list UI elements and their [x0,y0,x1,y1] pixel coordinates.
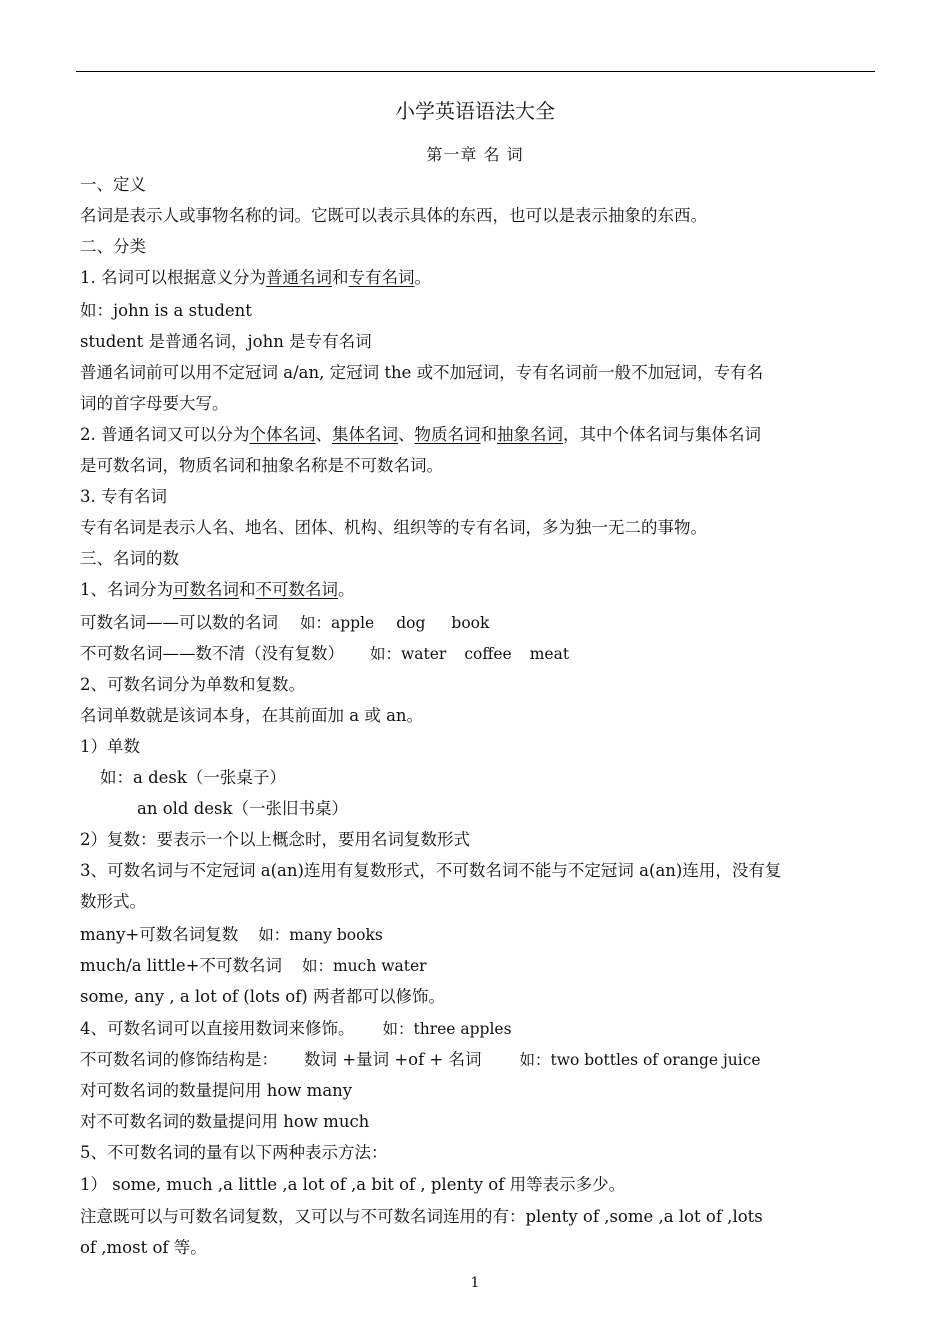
example-note: student 是普通名词，john 是专有名词 [80,332,372,351]
article-rule-line2: 数形式。 [80,892,146,911]
countable-definition: 可数名词——可以数的名词 如：apple dog book [80,613,490,632]
term-individual-noun: 个体名词 [249,425,316,444]
uncountable-quantity-item-1: 1） some, much ,a little ,a lot of ,a bit of , plenty of 用等表示多少。 [80,1175,626,1194]
section-heading-classification: 二、分类 [80,237,146,256]
term-countable-noun: 可数名词 [173,580,239,599]
singular-heading: 1）单数 [80,737,140,756]
plural-definition: 2）复数：要表示一个以上概念时，要用名词复数形式 [80,830,470,849]
term-material-noun: 物质名词 [414,425,481,444]
article-rule-line1: 3、可数名词与不定冠词 a(an)连用有复数形式，不可数名词不能与不定冠词 a(an)连用，没有复 [80,861,782,880]
example-line: 如：john is a student [80,301,252,320]
term-proper-noun: 专有名词 [348,268,415,287]
chapter-heading: 第一章 名 词 [426,145,524,164]
term-uncountable-noun: 不可数名词 [255,580,338,599]
definition-text: 名词是表示人或事物名称的词。它既可以表示具体的东西，也可以是表示抽象的东西。 [80,206,707,225]
paragraph-common-noun-types: 2. 普通名词又可以分为个体名词、集体名词、物质名词和抽象名词，其中个体名词与集体名词 [80,425,761,444]
term-abstract-noun: 抽象名词 [497,425,563,444]
singular-example-2: an old desk（一张旧书桌） [137,799,349,818]
subheading-proper-noun: 3. 专有名词 [80,487,167,506]
paragraph-articles-line2: 词的首字母要大写。 [80,394,229,413]
paragraph-common-noun-types-line2: 是可数名词，物质名词和抽象名称是不可数名词。 [80,456,443,475]
section-heading-definition: 一、定义 [80,175,146,194]
how-much-rule: 对不可数名词的数量提问用 how much [80,1112,370,1131]
note-line2: of ,most of 等。 [80,1238,207,1257]
numeral-rule: 4、可数名词可以直接用数词来修饰。 如：three apples [80,1019,512,1038]
paragraph-countable-split: 1、名词分为可数名词和不可数名词。 [80,580,355,599]
singular-example-1: 如：a desk（一张桌子） [100,768,286,787]
many-rule: many+可数名词复数 如：many books [80,925,383,944]
page-number: 1 [470,1275,480,1291]
much-rule: much/a little+不可数名词 如：much water [80,956,427,975]
uncountable-quantity-heading: 5、不可数名词的量有以下两种表示方法： [80,1143,388,1162]
proper-noun-text: 专有名词是表示人名、地名、团体、机构、组织等的专有名词，多为独一无二的事物。 [80,518,707,537]
some-any-rule: some, any , a lot of (lots of) 两者都可以修饰。 [80,987,445,1006]
uncountable-definition: 不可数名词——数不清（没有复数） 如：water coffee meat [80,644,570,663]
document-title: 小学英语语法大全 [395,99,555,123]
term-common-noun: 普通名词 [266,268,332,287]
header-rule [76,71,875,72]
paragraph-articles-line1: 普通名词前可以用不定冠词 a/an, 定冠词 the 或不加冠词，专有名词前一般不加冠词，专有名 [80,363,764,382]
singular-plural-heading: 2、可数名词分为单数和复数。 [80,675,305,694]
uncountable-structure: 不可数名词的修饰结构是： 数词 +量词 +of + 名词 如：two bottles of orange juice [80,1050,761,1069]
singular-definition: 名词单数就是该词本身，在其前面加 a 或 an。 [80,706,424,725]
note-line1: 注意既可以与可数名词复数，又可以与不可数名词连用的有：plenty of ,some ,a lot of ,lots [80,1207,763,1226]
paragraph-noun-types: 1. 名词可以根据意义分为普通名词和专有名词。 [80,268,431,287]
how-many-rule: 对可数名词的数量提问用 how many [80,1081,353,1100]
section-heading-number: 三、名词的数 [80,549,179,568]
term-collective-noun: 集体名词 [332,425,398,444]
